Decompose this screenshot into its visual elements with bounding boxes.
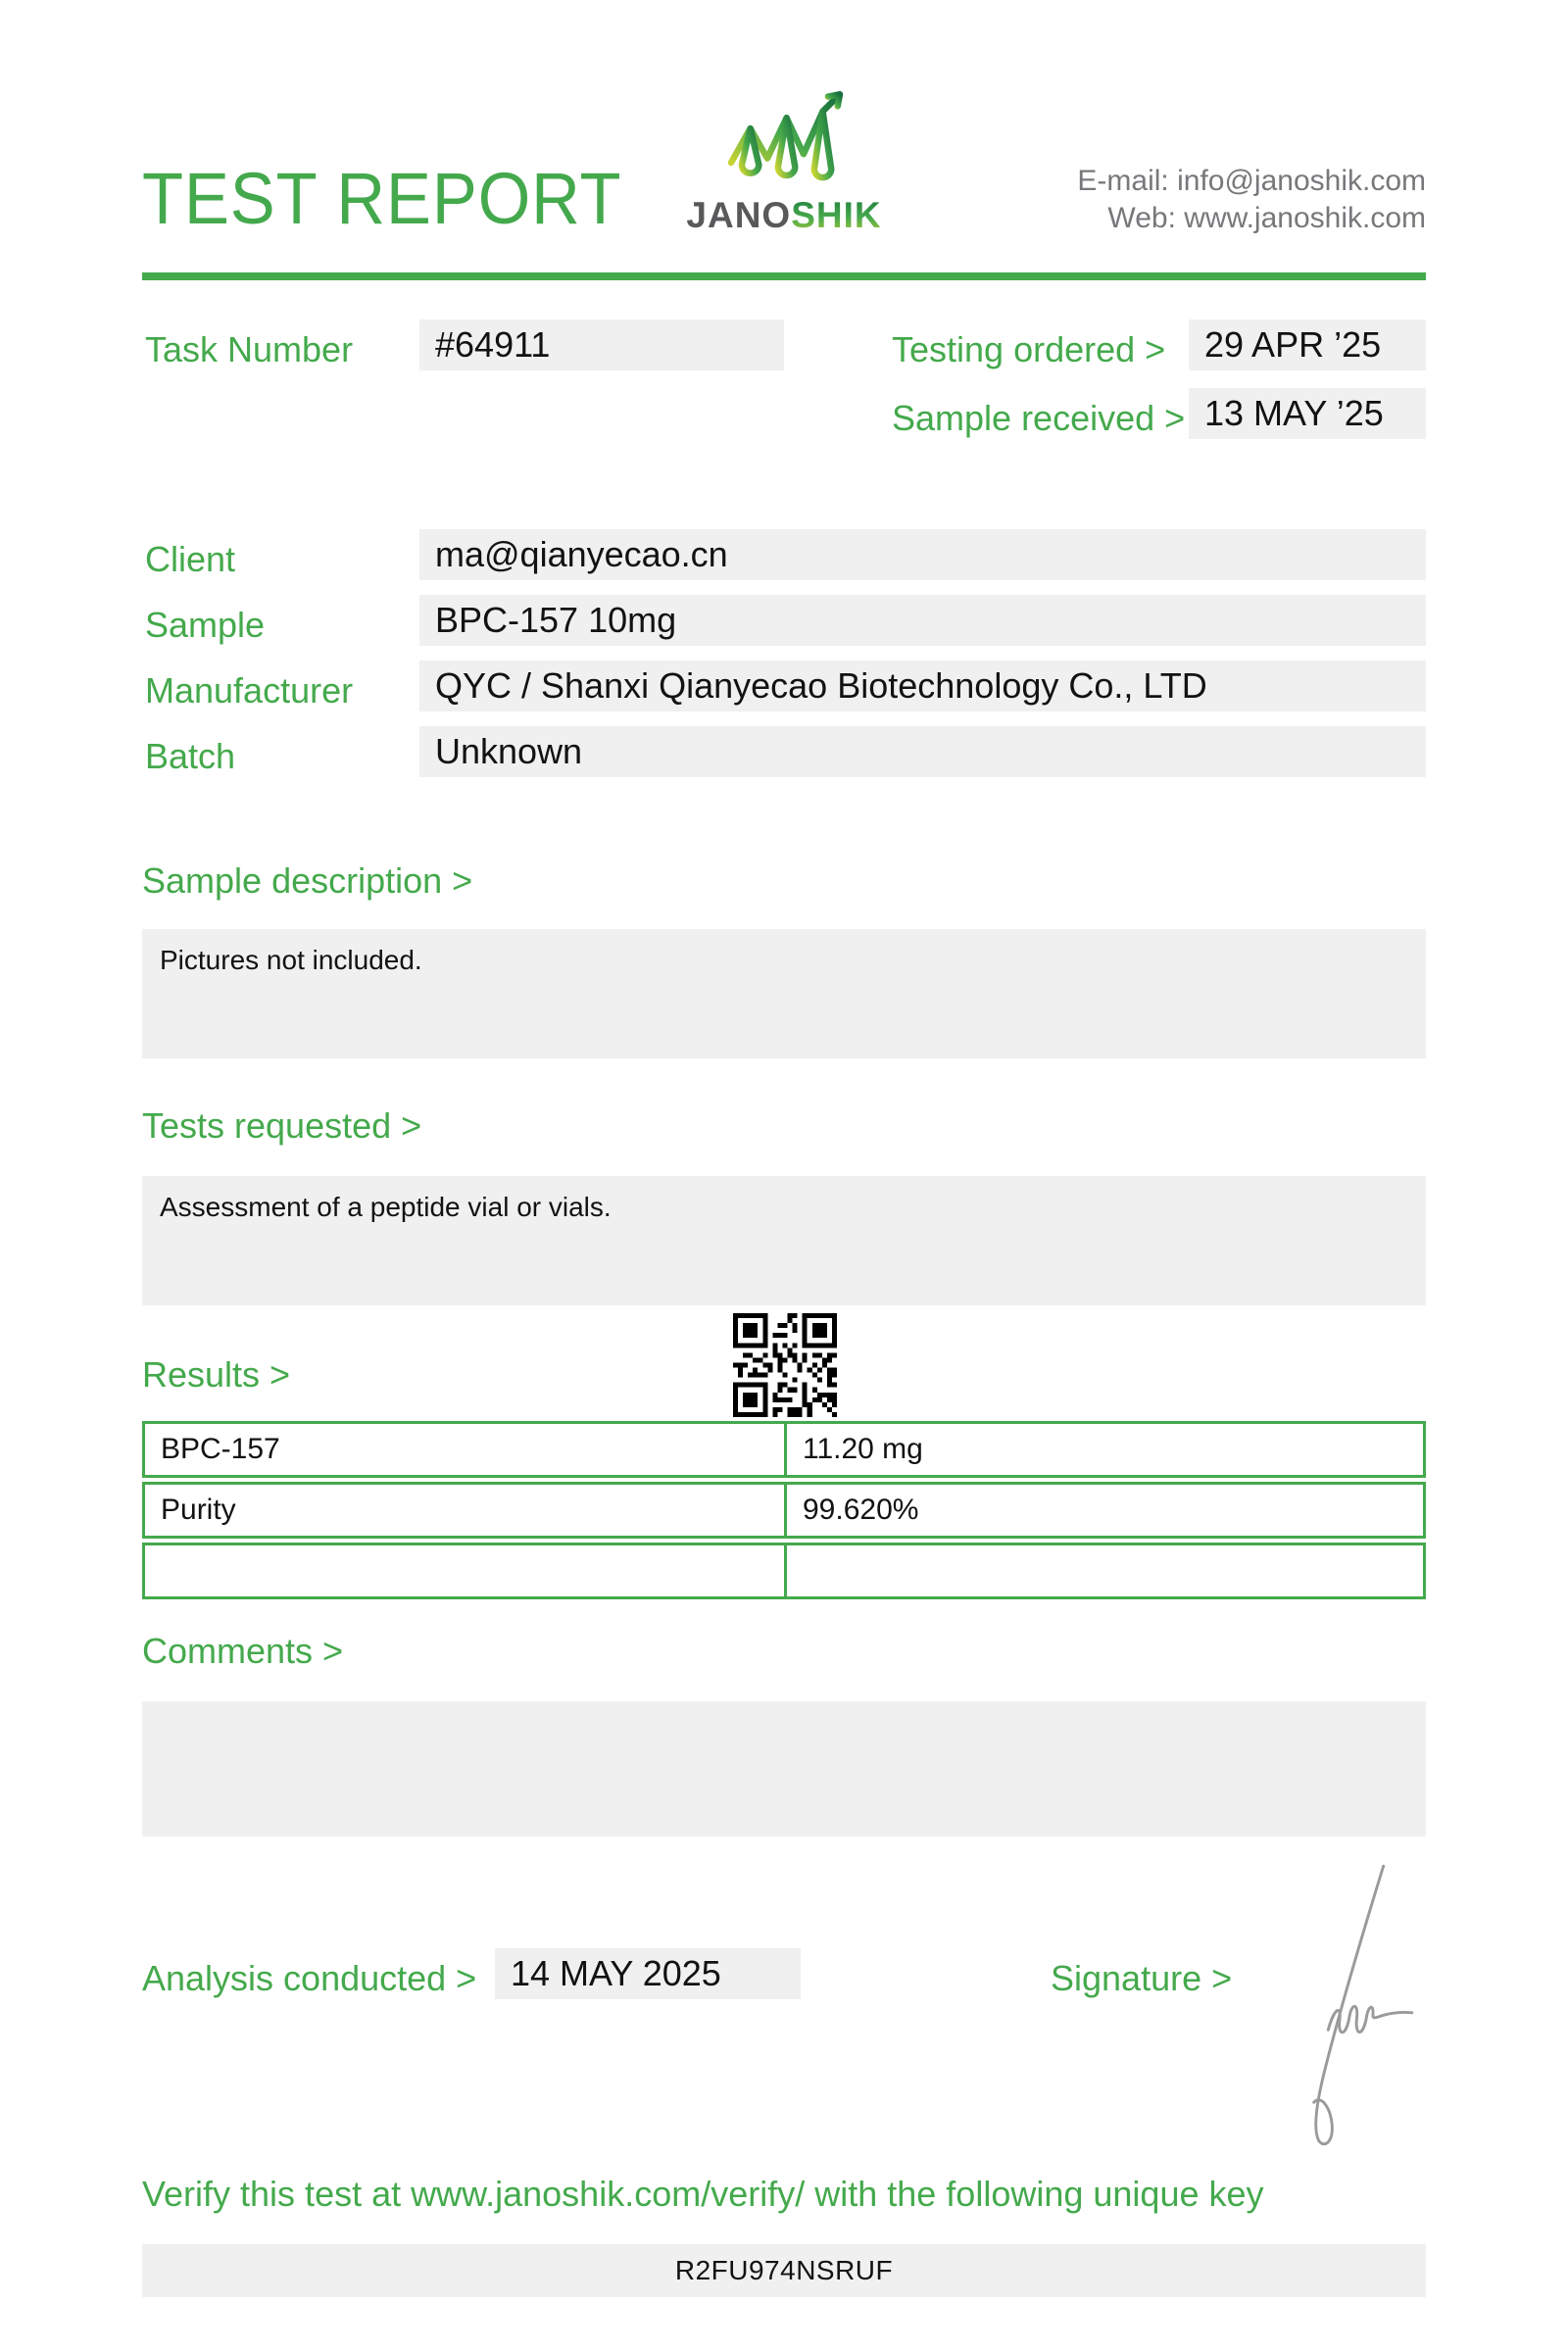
- result-value-cell: 11.20 mg: [803, 1433, 923, 1465]
- result-name-cell: BPC-157: [145, 1424, 787, 1475]
- results-table: [142, 1421, 1426, 1603]
- result-name-cell: Purity: [145, 1485, 787, 1536]
- contact-email: E-mail: info@janoshik.com: [1077, 165, 1426, 197]
- result-name-cell: [145, 1545, 787, 1596]
- logo-text-jano: JANO: [686, 195, 792, 235]
- rising-bars-arrow-icon: [710, 90, 858, 188]
- sample-label: Sample: [145, 605, 266, 645]
- tests-requested-box: [142, 1176, 1426, 1305]
- tests-requested-heading: Tests requested >: [142, 1105, 422, 1146]
- sample-description-heading: Sample description >: [142, 860, 473, 901]
- comments-box: [142, 1701, 1426, 1837]
- signature-label: Signature >: [1051, 1958, 1233, 1998]
- verify-text: Verify this test at www.janoshik.com/verify/ with the following unique key: [142, 2174, 1264, 2214]
- sample-received-value: 13 MAY ’25: [1189, 388, 1426, 439]
- table-row: [142, 1543, 1426, 1599]
- logo-wordmark: [686, 195, 881, 236]
- analysis-conducted-label: Analysis conducted >: [142, 1958, 477, 1998]
- result-value-cell: [787, 1545, 1423, 1596]
- client-label: Client: [145, 539, 236, 579]
- table-row: [142, 1482, 1426, 1539]
- batch-label: Batch: [145, 736, 236, 776]
- page-title: TEST REPORT: [142, 158, 622, 239]
- manufacturer-value: QYC / Shanxi Qianyecao Biotechnology Co., LTD: [419, 661, 1426, 711]
- logo-text-shik: SHIK: [791, 195, 882, 235]
- testing-ordered-label: Testing ordered >: [892, 329, 1166, 369]
- janoshik-logo: [686, 90, 881, 236]
- contact-web: Web: www.janoshik.com: [1107, 202, 1426, 235]
- client-value: ma@qianyecao.cn: [419, 529, 1426, 580]
- comments-heading: Comments >: [142, 1631, 344, 1671]
- unique-key-value: R2FU974NSRUF: [674, 2255, 894, 2285]
- task-number-label: Task Number: [145, 329, 354, 369]
- batch-value: Unknown: [419, 726, 1426, 777]
- manufacturer-label: Manufacturer: [145, 670, 354, 710]
- tests-requested-text: Assessment of a peptide vial or vials.: [160, 1192, 612, 1222]
- testing-ordered-value: 29 APR ’25: [1189, 319, 1426, 370]
- contact-block: [1077, 163, 1426, 238]
- qr-code: [733, 1313, 837, 1417]
- table-row: [142, 1421, 1426, 1478]
- analysis-date-value: 14 MAY 2025: [495, 1948, 801, 1999]
- sample-value: BPC-157 10mg: [419, 595, 1426, 646]
- signature-image: [1269, 1855, 1441, 2161]
- task-number-value: #64911: [419, 319, 784, 370]
- sample-description-text: Pictures not included.: [160, 945, 422, 975]
- results-heading: Results >: [142, 1354, 291, 1395]
- unique-key-box: [142, 2244, 1426, 2297]
- sample-received-label: Sample received >: [892, 398, 1186, 438]
- header-divider: [142, 272, 1426, 280]
- sample-description-box: [142, 929, 1426, 1058]
- result-value-cell: 99.620%: [803, 1494, 919, 1526]
